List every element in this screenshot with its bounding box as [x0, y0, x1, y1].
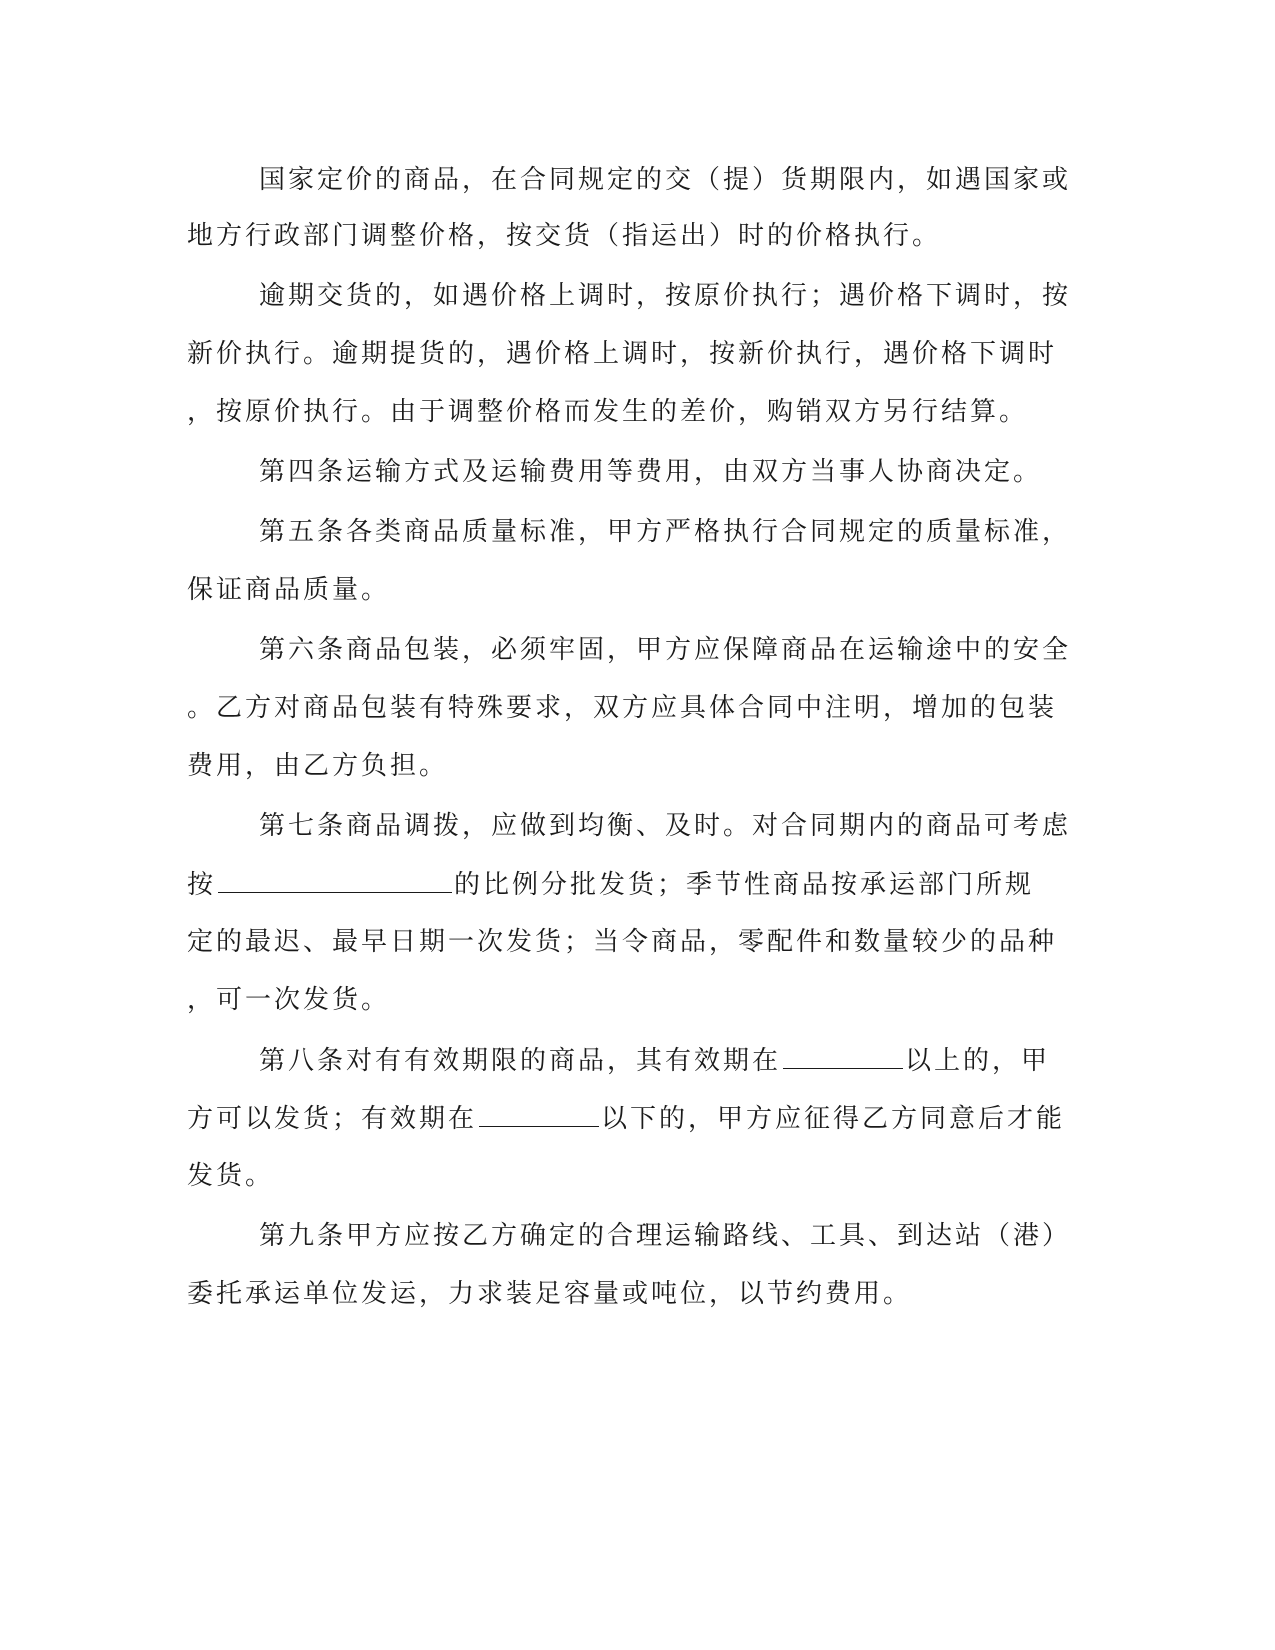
article-5-line-2: 保证商品质量。	[187, 575, 391, 605]
paragraph-overdue-line-2: 新价执行。逾期提货的，遇价格上调时，按新价执行，遇价格下调时	[187, 339, 1058, 369]
article-8-line-1: 第八条对有有效期限的商品，其有效期在 以上的，甲	[259, 1040, 1050, 1080]
paragraph-price-adjust-line-2: 地方行政部门调整价格，按交货（指运出）时的价格执行。	[187, 221, 942, 251]
article-4-line-1: 第四条运输方式及运输费用等费用，由双方当事人协商决定。	[259, 457, 1043, 487]
article-9-line-2: 委托承运单位发运，力求装足容量或吨位，以节约费用。	[187, 1279, 913, 1309]
validity-min-blank-field[interactable]	[783, 1040, 903, 1069]
article-6-line-1: 第六条商品包装，必须牢固，甲方应保障商品在运输途中的安全	[259, 635, 1072, 665]
article-8-line-2: 方可以发货；有效期在 以下的，甲方应征得乙方同意后才能	[187, 1098, 1065, 1138]
article-5-line-1: 第五条各类商品质量标准，甲方严格执行合同规定的质量标准，	[259, 517, 1072, 547]
article-8-line-3: 发货。	[187, 1161, 275, 1191]
article-7-line-4: ，可一次发货。	[187, 985, 391, 1015]
article-7-line-1: 第七条商品调拨，应做到均衡、及时。对合同期内的商品可考虑	[259, 811, 1072, 841]
paragraph-overdue-line-3: ，按原价执行。由于调整价格而发生的差价，购销双方另行结算。	[187, 397, 1029, 427]
ratio-blank-field[interactable]	[218, 864, 452, 893]
article-6-line-2: 。乙方对商品包装有特殊要求，双方应具体合同中注明，增加的包装	[187, 693, 1058, 723]
paragraph-price-adjust-line-1: 国家定价的商品，在合同规定的交（提）货期限内，如遇国家或	[259, 165, 1072, 195]
article-6-line-3: 费用，由乙方负担。	[187, 751, 449, 781]
paragraph-overdue-line-1: 逾期交货的，如遇价格上调时，按原价执行；遇价格下调时，按	[259, 281, 1072, 311]
article-7-line-3: 定的最迟、最早日期一次发货；当令商品，零配件和数量较少的品种	[187, 927, 1058, 957]
validity-max-blank-field[interactable]	[479, 1098, 599, 1127]
article-9-line-1: 第九条甲方应按乙方确定的合理运输路线、工具、到达站（港）	[259, 1221, 1072, 1251]
article-7-line-2: 按 的比例分批发货；季节性商品按承运部门所规	[187, 864, 1034, 904]
